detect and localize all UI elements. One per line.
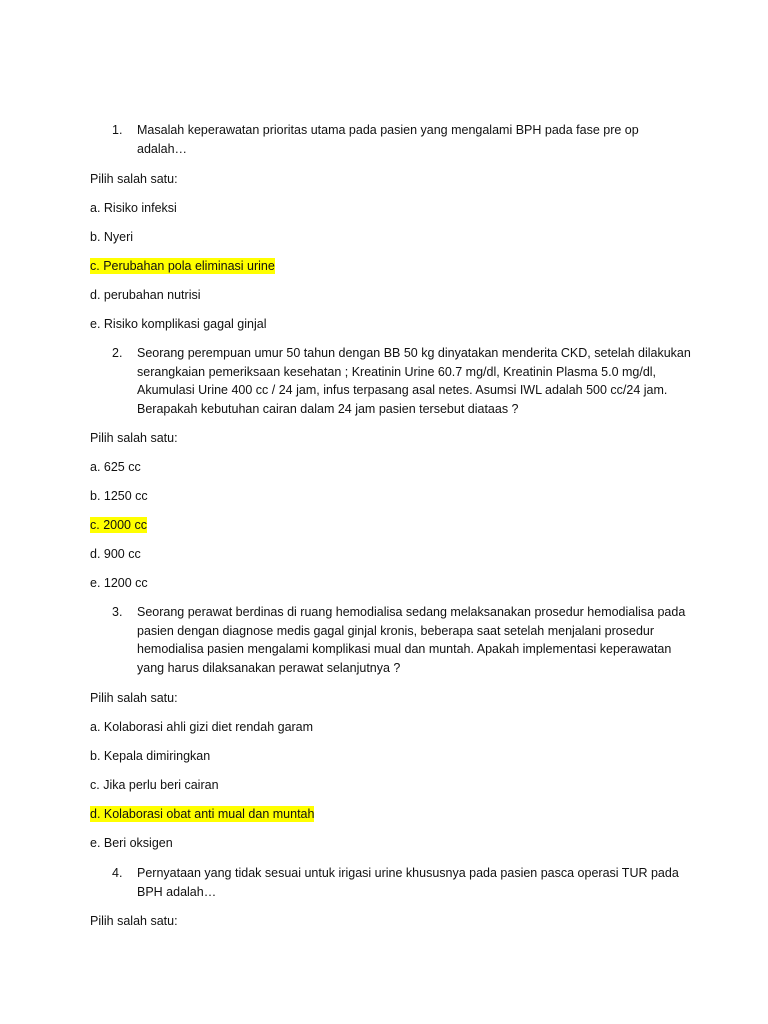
question-text: Seorang perawat berdinas di ruang hemodialisa sedang melaksanakan prosedur hemodialisa pada pasien dengan diagnose medis gagal ginjal kronis, beberapa saat setelah menjalani prosedur hemodialisa pasien mengalami komplikasi mual dan muntah. Apakah implementasi keperawatan yang harus dilaksanakan perawat selanjutnya ? — [137, 605, 686, 675]
choice-prompt: Pilih salah satu: — [90, 172, 178, 186]
option-e: e. Beri oksigen — [90, 836, 173, 850]
question-number: 2. — [112, 346, 123, 360]
question-1 — [112, 121, 692, 158]
option-d: d. 900 cc — [90, 547, 141, 561]
option-b: b. Kepala dimiringkan — [90, 749, 211, 763]
option-d: d. perubahan nutrisi — [90, 288, 201, 302]
option-e: e. 1200 cc — [90, 576, 148, 590]
option-d-highlighted: d. Kolaborasi obat anti mual dan muntah — [90, 807, 315, 821]
question-text: Pernyataan yang tidak sesuai untuk irigasi urine khususnya pada pasien pasca operasi TUR pada BPH adalah… — [137, 866, 679, 899]
option-a: a. Kolaborasi ahli gizi diet rendah garam — [90, 720, 314, 734]
question-text: Masalah keperawatan prioritas utama pada pasien yang mengalami BPH pada fase pre op adalah… — [137, 123, 639, 156]
option-e: e. Risiko komplikasi gagal ginjal — [90, 317, 267, 331]
option-a: a. 625 cc — [90, 460, 141, 474]
option-c-highlighted: c. Perubahan pola eliminasi urine — [90, 259, 275, 273]
question-4 — [112, 864, 692, 901]
choice-prompt: Pilih salah satu: — [90, 431, 178, 445]
option-c-highlighted: c. 2000 cc — [90, 518, 147, 532]
option-a: a. Risiko infeksi — [90, 201, 177, 215]
question-number: 4. — [112, 866, 123, 880]
choice-prompt: Pilih salah satu: — [90, 914, 178, 928]
question-number: 3. — [112, 605, 123, 619]
question-3 — [112, 603, 692, 677]
question-text: Seorang perempuan umur 50 tahun dengan BB 50 kg dinyatakan menderita CKD, setelah dilakukan serangkaian pemeriksaan kesehatan ; Kreatinin Urine 60.7 mg/dl, Kreatinin Plasma 5.0 mg/dl, Akumulasi Urine 400 cc / 24 jam, infus terpasang asal netes. Asumsi IWL adalah 500 cc/24 jam. Berapakah kebutuhan cairan dalam 24 jam pasien tersebut diataas ? — [137, 346, 691, 416]
question-number: 1. — [112, 123, 123, 137]
choice-prompt: Pilih salah satu: — [90, 691, 178, 705]
option-b: b. 1250 cc — [90, 489, 148, 503]
option-b: b. Nyeri — [90, 230, 134, 244]
option-c: c. Jika perlu beri cairan — [90, 778, 219, 792]
question-2 — [112, 344, 692, 418]
